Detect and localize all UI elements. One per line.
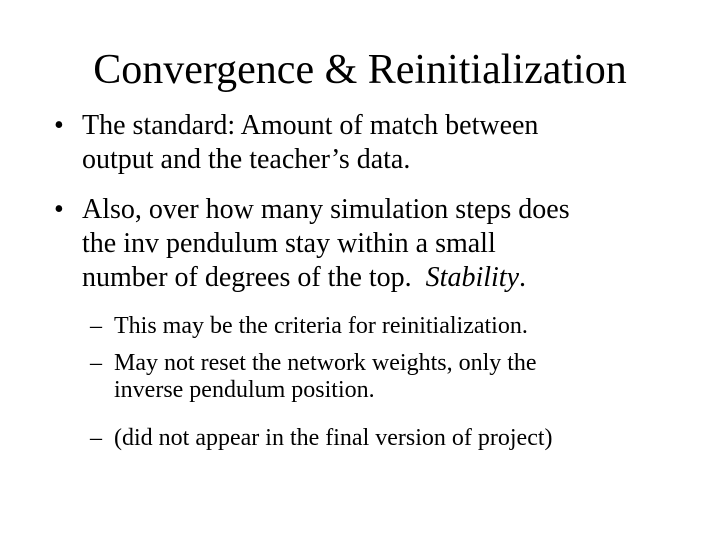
sub-bullet-text bbox=[114, 313, 650, 340]
sub-bullet-text bbox=[114, 350, 650, 404]
bullet-line: The standard: Amount of match between bbox=[82, 110, 539, 141]
sub-bullet-marker: – bbox=[90, 350, 102, 376]
bullet-line: the inv pendulum stay within a small bbox=[82, 228, 496, 259]
sub-bullet-line: inverse pendulum position. bbox=[114, 377, 375, 403]
bullet-line: Also, over how many simulation steps does bbox=[82, 194, 570, 225]
bullet-text-end: . bbox=[519, 262, 526, 293]
bullet-marker: • bbox=[54, 110, 64, 141]
bullet-text-italic: Stability bbox=[425, 262, 519, 293]
sub-bullet-text bbox=[114, 425, 650, 452]
sub-bullet-marker: – bbox=[90, 313, 102, 339]
bullet-text bbox=[82, 109, 654, 177]
bullet-text-plain: number of degrees of the top. bbox=[82, 262, 426, 293]
bullet-marker: • bbox=[54, 194, 64, 225]
slide-title: Convergence & Reinitialization bbox=[93, 47, 627, 93]
sub-bullet-line: This may be the criteria for reinitialization. bbox=[114, 313, 528, 339]
bullet-text bbox=[82, 193, 654, 295]
sub-bullet-line: May not reset the network weights, only the bbox=[114, 350, 537, 376]
bullet-line bbox=[82, 261, 654, 295]
sub-bullet-line: (did not appear in the final version of project) bbox=[114, 425, 553, 451]
bullet-line: output and the teacher’s data. bbox=[82, 144, 411, 175]
sub-bullet-marker: – bbox=[90, 425, 102, 451]
